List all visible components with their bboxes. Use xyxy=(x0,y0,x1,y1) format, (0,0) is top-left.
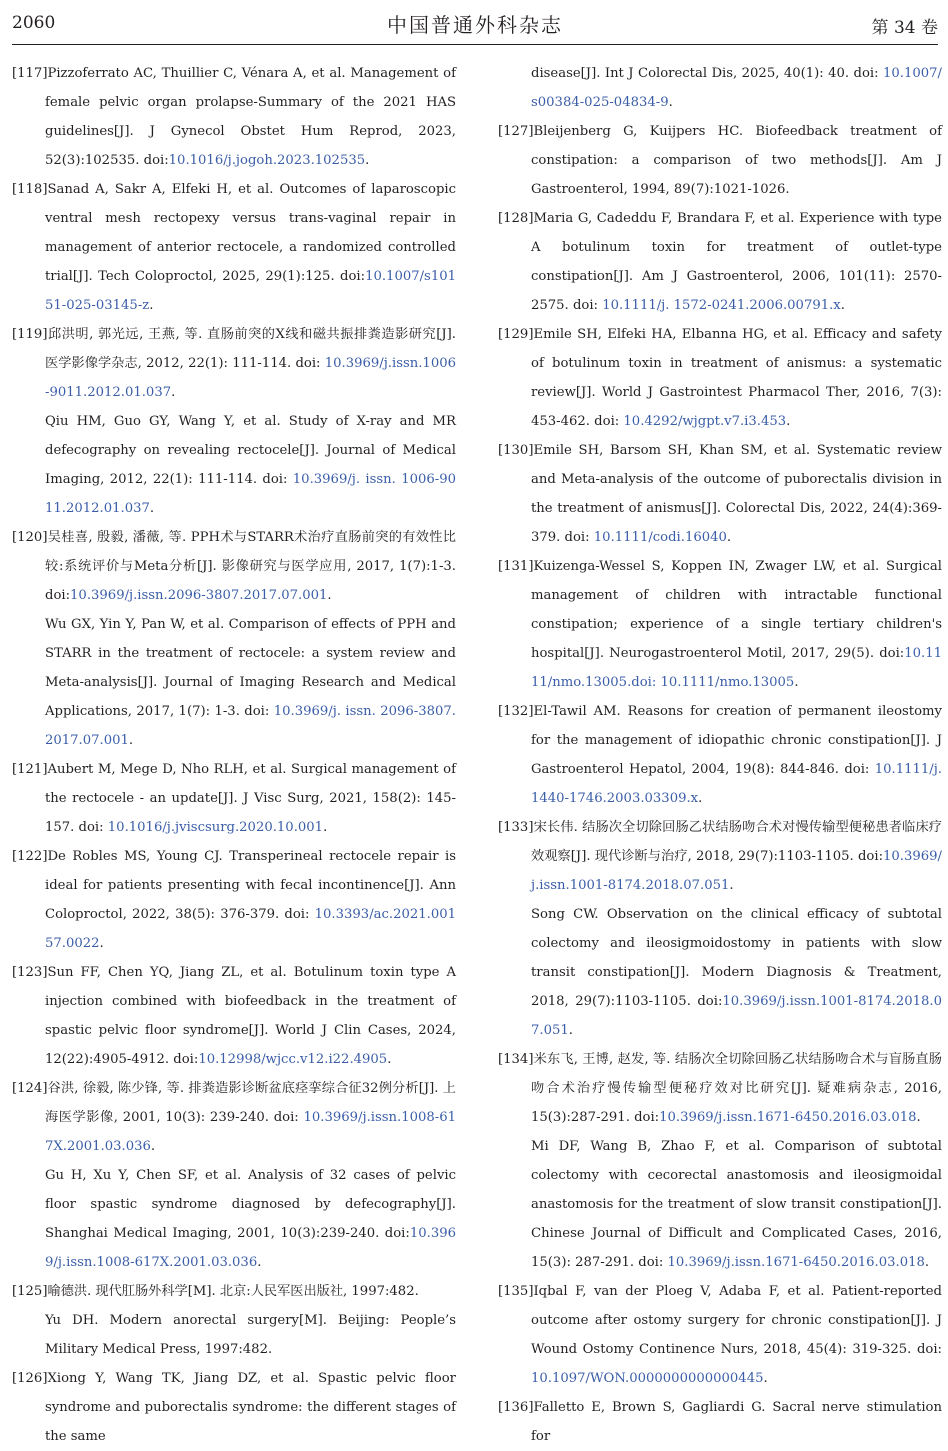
doi-link[interactable]: 10.1111/j. 1572-0241.2006.00791.x xyxy=(602,298,841,313)
reference-tail: . xyxy=(568,1023,573,1038)
reference-tail: . xyxy=(99,936,104,951)
reference-text: De Robles MS, Young CJ. Transperineal rectocele repair is ideal for patients presenting with fecal incontinence[J]. Ann Coloproctol, 2022, 38(5): 376-379. doi: xyxy=(45,849,456,922)
doi-link[interactable]: 10.12998/wjcc.v12.i22.4905 xyxy=(198,1052,388,1067)
reference-number: [127] xyxy=(498,124,534,139)
reference-number: [125] xyxy=(12,1284,48,1299)
reference-tail: . xyxy=(916,1110,921,1125)
reference-tail: . xyxy=(726,530,732,545)
reference-text: 吴桂喜, 殷毅, 潘薇, 等. PPH术与STARR术治疗直肠前突的有效性比较:系统评价与Meta分析[J]. 影像研究与医学应用, 2017, 1(7):1-3. doi: xyxy=(45,530,456,603)
doi-link[interactable]: 10.3969/j. issn. 1006-9011.2012.01.037 xyxy=(45,472,456,516)
reference-tail: . xyxy=(365,153,370,168)
reference-entry xyxy=(498,1045,942,1132)
doi-link[interactable]: 10.3969/j.issn.2096-3807.2017.07.001 xyxy=(70,588,328,603)
reference-number: [136] xyxy=(498,1400,534,1415)
reference-number: [122] xyxy=(12,849,48,864)
reference-text: Gu H, Xu Y, Chen SF, et al. Analysis of 32 cases of pelvic floor spastic syndrome diagnosed by defecography[J]. Shanghai Medical Imaging, 2001, 10(3):239-240. doi: xyxy=(45,1168,456,1241)
reference-number: [129] xyxy=(498,327,534,342)
journal-title: 中国普通外科杂志 xyxy=(387,13,563,37)
doi-link[interactable]: 10.3393/ac.2021.00157.0022 xyxy=(45,907,456,951)
reference-text: Yu DH. Modern anorectal surgery[M]. Beijing: People’s Military Medical Press, 1997:482. xyxy=(45,1313,456,1357)
doi-link[interactable]: 10.1097/WON.0000000000000445 xyxy=(531,1371,764,1386)
reference-tail: . xyxy=(924,1255,930,1270)
reference-number: [119] xyxy=(12,327,48,342)
doi-link[interactable]: 10.1016/j.jogoh.2023.102535 xyxy=(168,153,366,168)
reference-tail: . xyxy=(786,414,791,429)
reference-tail: . xyxy=(323,820,328,835)
reference-number: [117] xyxy=(12,66,48,81)
reference-entry xyxy=(498,436,942,552)
reference-translation xyxy=(498,900,942,1045)
reference-entry xyxy=(12,755,456,842)
references-right-column xyxy=(498,59,942,1451)
reference-text: Qiu HM, Guo GY, Wang Y, et al. Study of X-ray and MR defecography on revealing rectocele[J]. Journal of Medical Imaging, 2012, 22(1): 111-114. doi: xyxy=(45,414,456,487)
reference-number: [135] xyxy=(498,1284,534,1299)
reference-text: Emile SH, Elfeki HA, Elbanna HG, et al. Efficacy and safety of botulinum toxin in treatment of anismus: a systematic review[J]. World J Gastrointest Pharmacol Ther, 2016, 7(3): 453-462. doi: xyxy=(531,327,942,429)
reference-number: [126] xyxy=(12,1371,48,1386)
reference-tail: . xyxy=(668,95,673,110)
reference-number: [134] xyxy=(498,1052,534,1067)
reference-entry xyxy=(12,523,456,610)
reference-entry xyxy=(498,1277,942,1393)
reference-entry xyxy=(498,59,942,117)
reference-entry xyxy=(12,958,456,1074)
reference-text: 宋长伟. 结肠次全切除回肠乙状结肠吻合术对慢传输型便秘患者临床疗效观察[J]. 现代诊断与治疗, 2018, 29(7):1103-1105. doi: xyxy=(531,820,942,864)
reference-entry xyxy=(498,697,942,813)
reference-text: Aubert M, Mege D, Nho RLH, et al. Surgical management of the rectocele - an update[J]. J Visc Surg, 2021, 158(2): 145-157. doi: xyxy=(45,762,456,835)
reference-tail: . xyxy=(149,298,154,313)
reference-text: Song CW. Observation on the clinical efficacy of subtotal colectomy and ileosigmoidostomy in patients with slow transit constipation[J]. Modern Diagnosis & Treatment, 2018, 29(7):1103-1105. doi: xyxy=(531,907,942,1009)
reference-translation xyxy=(12,610,456,755)
reference-text: Wu GX, Yin Y, Pan W, et al. Comparison of effects of PPH and STARR in the treatment of rectocele: a system review and Meta-analysis[J]. Journal of Imaging Research and Medical Applications, 2017, 1(7): 1-3. doi: xyxy=(45,617,456,719)
reference-tail: . xyxy=(794,675,799,690)
reference-text: Pizzoferrato AC, Thuillier C, Vénara A, et al. Management of female pelvic organ prolapse-Summary of the 2021 HAS guidelines[J]. J Gynecol Obstet Hum Reprod, 2023, 52(3):102535. doi: xyxy=(45,66,456,168)
reference-text: El-Tawil AM. Reasons for creation of permanent ileostomy for the management of idiopathic chronic constipation[J]. J Gastroenterol Hepatol, 2004, 19(8): 844-846. doi: xyxy=(531,704,942,777)
doi-link[interactable]: 10.1111/codi.16040 xyxy=(593,530,727,545)
reference-text: Falletto E, Brown S, Gagliardi G. Sacral nerve stimulation for xyxy=(531,1400,942,1444)
reference-text: Sun FF, Chen YQ, Jiang ZL, et al. Botulinum toxin type A injection combined with biofeedback in the treatment of spastic pelvic floor syndrome[J]. World J Clin Cases, 2024, 12(22):4905-4912. doi: xyxy=(45,965,456,1067)
reference-text: Emile SH, Barsom SH, Khan SM, et al. Systematic review and Meta-analysis of the outcome of puborectalis division in the treatment of anismus[J]. Colorectal Dis, 2022, 24(4):369-379. doi: xyxy=(531,443,942,545)
doi-link[interactable]: 10.3969/j.issn.1671-6450.2016.03.018 xyxy=(659,1110,917,1125)
reference-tail: . xyxy=(327,588,332,603)
reference-translation xyxy=(12,1306,456,1364)
reference-entry xyxy=(12,175,456,320)
doi-link[interactable]: 10.3969/j.issn.1008-617X.2001.03.036 xyxy=(45,1226,456,1270)
reference-tail: . xyxy=(257,1255,262,1270)
reference-tail: . xyxy=(128,733,134,748)
reference-text: Maria G, Cadeddu F, Brandara F, et al. Experience with type A botulinum toxin for treatment of outlet-type constipation[J]. Am J Gastroenterol, 2006, 101(11): 2570-2575. doi: xyxy=(531,211,942,313)
reference-number: [124] xyxy=(12,1081,48,1096)
reference-entry xyxy=(498,1393,942,1451)
reference-number: [128] xyxy=(498,211,534,226)
reference-number: [123] xyxy=(12,965,48,980)
reference-number: [131] xyxy=(498,559,534,574)
page-number: 2060 xyxy=(12,13,56,33)
reference-text: disease[J]. Int J Colorectal Dis, 2025, 40(1): 40. doi: xyxy=(531,66,884,81)
reference-entry xyxy=(498,320,942,436)
reference-entry xyxy=(498,813,942,900)
reference-tail: . xyxy=(840,298,845,313)
reference-number: [120] xyxy=(12,530,48,545)
reference-text: 喻德洪. 现代肛肠外科学[M]. 北京:人民军医出版社, 1997:482. xyxy=(47,1284,419,1299)
reference-entry xyxy=(12,1074,456,1161)
reference-number: [130] xyxy=(498,443,534,458)
reference-entry xyxy=(12,59,456,175)
reference-text: 邱洪明, 郭光远, 王燕, 等. 直肠前突的X线和磁共振排粪造影研究[J]. 医学影像学杂志, 2012, 22(1): 111-114. doi: xyxy=(45,327,456,371)
doi-link[interactable]: 10.3969/j.issn.1671-6450.2016.03.018 xyxy=(667,1255,925,1270)
volume-label: 第 34 卷 xyxy=(871,18,938,38)
reference-entry xyxy=(12,320,456,407)
reference-entry xyxy=(498,552,942,697)
reference-translation xyxy=(498,1132,942,1277)
reference-entry xyxy=(12,1364,456,1451)
reference-entry xyxy=(12,1277,456,1306)
doi-link[interactable]: 10.3969/j.issn.1008-617X.2001.03.036 xyxy=(45,1110,456,1154)
reference-tail: . xyxy=(387,1052,392,1067)
reference-translation xyxy=(12,1161,456,1277)
doi-link[interactable]: 10.3969/j.issn.1001-8174.2018.07.051 xyxy=(531,994,942,1038)
reference-text: Iqbal F, van der Ploeg V, Adaba F, et al. Patient-reported outcome after ostomy surgery for chronic constipation[J]. J Wound Ostomy Continence Nurs, 2018, 45(4): 319-325. doi: xyxy=(531,1284,942,1357)
reference-number: [118] xyxy=(12,182,48,197)
reference-number: [121] xyxy=(12,762,48,777)
reference-tail: . xyxy=(729,878,734,893)
doi-link[interactable]: 10.4292/wjgpt.v7.i3.453 xyxy=(623,414,787,429)
doi-link[interactable]: 10.1111/j. 1440-1746.2003.03309.x xyxy=(531,762,942,806)
reference-text: Xiong Y, Wang TK, Jiang DZ, et al. Spastic pelvic floor syndrome and puborectalis syndrome: the different stages of the same xyxy=(45,1371,456,1444)
reference-number: [132] xyxy=(498,704,534,719)
doi-link[interactable]: 10.3969/j.issn.1006-9011.2012.01.037 xyxy=(45,356,456,400)
reference-number: [133] xyxy=(498,820,534,835)
reference-tail: . xyxy=(149,501,155,516)
reference-entry xyxy=(12,842,456,958)
reference-tail: . xyxy=(150,1139,156,1154)
reference-tail: . xyxy=(698,791,703,806)
reference-text: Kuizenga-Wessel S, Koppen IN, Zwager LW, et al. Surgical management of children with intractable functional constipation; experience of a single tertiary children's hospital[J]. Neurogastroenterol Motil, 2017, 29(5). doi: xyxy=(531,559,942,661)
reference-tail: . xyxy=(763,1371,768,1386)
references-left-column xyxy=(12,59,456,1451)
reference-translation xyxy=(12,407,456,523)
reference-text: Sanad A, Sakr A, Elfeki H, et al. Outcomes of laparoscopic ventral mesh rectopexy versus trans-vaginal repair in management of anterior rectocele, a randomized controlled trial[J]. Tech Coloproctol, 2025, 29(1):125. doi: xyxy=(45,182,456,284)
reference-entry xyxy=(498,204,942,320)
reference-text: 谷洪, 徐毅, 陈少锋, 等. 排粪造影诊断盆底痉挛综合征32例分析[J]. 上海医学影像, 2001, 10(3): 239-240. doi: xyxy=(45,1081,456,1125)
reference-text: 米东飞, 王博, 赵发, 等. 结肠次全切除回肠乙状结肠吻合术与盲肠直肠吻合术治疗慢传输型便秘疗效对比研究[J]. 疑难病杂志, 2016, 15(3):287-291. doi: xyxy=(531,1052,942,1125)
doi-link[interactable]: 10.1007/s00384-025-04834-9 xyxy=(531,66,942,110)
reference-text: Mi DF, Wang B, Zhao F, et al. Comparison of subtotal colectomy with cecorectal anastomosis and ileosigmoidal anastomosis for the treatment of slow transit constipation[J]. Chinese Journal of Difficult and Complicated Cases, 2016, 15(3): 287-291. doi: xyxy=(531,1139,942,1270)
doi-link[interactable]: 10.3969/j. issn. 2096-3807.2017.07.001 xyxy=(45,704,456,748)
doi-link[interactable]: 10.1111/nmo.13005.doi: 10.1111/nmo.13005 xyxy=(531,646,942,690)
doi-link[interactable]: 10.1016/j.jviscsurg.2020.10.001 xyxy=(107,820,324,835)
reference-tail: . xyxy=(171,385,176,400)
page-header xyxy=(12,0,938,45)
doi-link[interactable]: 10.1007/s10151-025-03145-z xyxy=(45,269,456,313)
doi-link[interactable]: 10.3969/j.issn.1001-8174.2018.07.051 xyxy=(531,849,942,893)
reference-entry xyxy=(498,117,942,204)
reference-text: Bleijenberg G, Kuijpers HC. Biofeedback treatment of constipation: a comparison of two methods[J]. Am J Gastroenterol, 1994, 89(7):1021-1026. xyxy=(531,124,942,197)
